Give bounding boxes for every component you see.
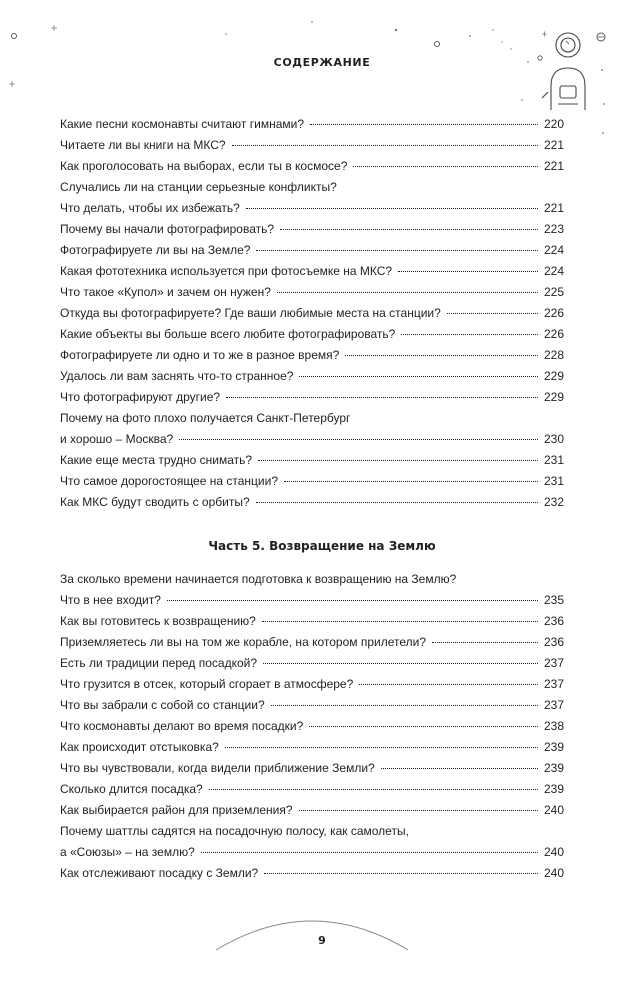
toc-entry-line — [60, 408, 564, 429]
dot-leader — [309, 726, 538, 727]
toc-page-number: 221 — [543, 201, 564, 215]
dot-leader — [263, 663, 538, 664]
dot-leader — [359, 684, 538, 685]
toc-entry — [60, 219, 564, 240]
toc-entry — [60, 450, 564, 471]
toc-entry-title: Что вы чувствовали, когда видели приближение Земли? — [60, 761, 375, 775]
toc-entry — [60, 324, 564, 345]
toc-entry-line — [60, 303, 564, 324]
toc-entry-line — [60, 800, 564, 821]
toc-page-number: 220 — [543, 117, 564, 131]
toc-entry-line — [60, 569, 564, 590]
toc-entry — [60, 177, 564, 219]
toc-entry-title: Как МКС будут сводить с орбиты? — [60, 495, 250, 509]
toc-entry-line — [60, 387, 564, 408]
dot-leader — [256, 250, 538, 251]
toc-entry-title: Как вы готовитесь к возвращению? — [60, 614, 256, 628]
toc-entry-title: Что грузится в отсек, который сгорает в атмосфере? — [60, 677, 354, 691]
toc-entry-line — [60, 345, 564, 366]
toc-entry-line — [60, 758, 564, 779]
dot-leader — [280, 229, 538, 230]
toc-entry-line — [60, 695, 564, 716]
toc-entry-line — [60, 611, 564, 632]
toc-page-number: 232 — [543, 495, 564, 509]
toc-entry-line — [60, 450, 564, 471]
toc-list — [60, 114, 564, 513]
toc-entry-title: Что делать, чтобы их избежать? — [60, 201, 240, 215]
dot-leader — [398, 271, 538, 272]
toc-entry — [60, 695, 564, 716]
toc-entry — [60, 135, 564, 156]
toc-entry — [60, 653, 564, 674]
dot-leader — [179, 439, 538, 440]
toc-entry — [60, 387, 564, 408]
toc-entry-line — [60, 492, 564, 513]
toc-entry-title: Что в нее входит? — [60, 593, 161, 607]
toc-page-number: 221 — [543, 138, 564, 152]
dot-leader — [299, 810, 538, 811]
toc-page-number: 239 — [543, 782, 564, 796]
toc-entry-title: Сколько длится посадка? — [60, 782, 203, 796]
toc-entry-title: Откуда вы фотографируете? Где ваши любимые места на станции? — [60, 306, 441, 320]
toc-entry-title: Фотографируете ли одно и то же в разное время? — [60, 348, 340, 362]
toc-entry-title: Читаете ли вы книги на МКС? — [60, 138, 226, 152]
section-heading: Часть 5. Возвращение на Землю — [208, 539, 436, 553]
toc-page-number: 236 — [543, 614, 564, 628]
toc-entry-line — [60, 219, 564, 240]
toc-page-number: 237 — [543, 677, 564, 691]
toc-entry-title: Приземляетесь ли вы на том же корабле, на котором прилетели? — [60, 635, 426, 649]
dot-leader — [262, 621, 538, 622]
toc-entry-title: Какие объекты вы больше всего любите фотографировать? — [60, 327, 396, 341]
toc-entry-title: Почему шаттлы садятся на посадочную полосу, как самолеты, — [60, 824, 409, 838]
toc-entry — [60, 471, 564, 492]
toc-entry — [60, 779, 564, 800]
toc-entry-line — [60, 821, 564, 842]
toc-list — [60, 569, 564, 884]
dot-leader — [258, 460, 538, 461]
toc-entry-line — [60, 177, 564, 198]
toc-entry-title: Какая фототехника используется при фотосъемке на МКС? — [60, 264, 393, 278]
toc-entry-title: Какие песни космонавты считают гимнами? — [60, 117, 304, 131]
toc-entry-line — [60, 471, 564, 492]
dot-leader — [209, 789, 538, 790]
toc-entry-title: Что космонавты делают во время посадки? — [60, 719, 304, 733]
toc-entry-line — [60, 324, 564, 345]
dot-leader — [167, 600, 538, 601]
toc-page-number: 239 — [543, 740, 564, 754]
dot-leader — [277, 292, 538, 293]
toc-entry-title: Как происходит отстыковка? — [60, 740, 219, 754]
toc-entry-line — [60, 198, 564, 219]
toc-entry-line — [60, 842, 564, 863]
dot-leader — [271, 705, 538, 706]
dot-leader — [246, 208, 538, 209]
dot-leader — [256, 502, 538, 503]
page-title: СОДЕРЖАНИЕ — [273, 56, 371, 69]
dot-leader — [447, 313, 538, 314]
toc-entry — [60, 569, 564, 611]
toc-page-number: 237 — [543, 656, 564, 670]
dot-leader — [345, 355, 538, 356]
toc-entry — [60, 674, 564, 695]
toc-entry — [60, 758, 564, 779]
toc-entry-line — [60, 674, 564, 695]
toc-entry — [60, 303, 564, 324]
toc-page-number: 239 — [543, 761, 564, 775]
toc-entry-title: Как отслеживают посадку с Земли? — [60, 866, 259, 880]
toc-entry-title: Случались ли на станции серьезные конфликты? — [60, 180, 337, 194]
toc-entry-title: Что вы забрали с собой со станции? — [60, 698, 265, 712]
dot-leader — [225, 747, 538, 748]
dot-leader — [284, 481, 538, 482]
toc-page-number: 240 — [543, 866, 564, 880]
toc-page-number: 226 — [543, 327, 564, 341]
toc-entry — [60, 821, 564, 863]
toc-entry — [60, 156, 564, 177]
toc-entry — [60, 345, 564, 366]
toc-page-number: 235 — [543, 593, 564, 607]
toc-entry-line — [60, 156, 564, 177]
toc-entry — [60, 408, 564, 450]
toc-page-number: 236 — [543, 635, 564, 649]
toc-entry-title: Как проголосовать на выборах, если ты в космосе? — [60, 159, 348, 173]
toc-entry — [60, 800, 564, 821]
toc-page-number: 225 — [543, 285, 564, 299]
dot-leader — [381, 768, 538, 769]
toc-entry — [60, 366, 564, 387]
toc-entry-title: и хорошо – Москва? — [60, 432, 174, 446]
dot-leader — [310, 124, 538, 125]
dot-leader — [232, 145, 538, 146]
toc-entry — [60, 632, 564, 653]
toc-entry-title: а «Союзы» – на землю? — [60, 845, 195, 859]
toc-entry-title: Почему вы начали фотографировать? — [60, 222, 275, 236]
toc-entry-line — [60, 240, 564, 261]
toc-page-number: 221 — [543, 159, 564, 173]
toc-page-number: 230 — [543, 432, 564, 446]
toc-page-number: 226 — [543, 306, 564, 320]
toc-page-number: 231 — [543, 453, 564, 467]
toc-entry-line — [60, 632, 564, 653]
toc-entry-title: Что фотографируют другие? — [60, 390, 221, 404]
toc-entry — [60, 611, 564, 632]
toc-entry-line — [60, 282, 564, 303]
toc-page-number: 229 — [543, 390, 564, 404]
toc-entry-title: Как выбирается район для приземления? — [60, 803, 293, 817]
toc-entry-line — [60, 737, 564, 758]
astronaut-icon — [542, 33, 585, 110]
toc-page-number: 228 — [543, 348, 564, 362]
toc-entry — [60, 282, 564, 303]
toc-entry-line — [60, 779, 564, 800]
toc-page-number: 223 — [543, 222, 564, 236]
dot-leader — [226, 397, 538, 398]
toc-entry — [60, 863, 564, 884]
toc-entry — [60, 261, 564, 282]
toc-page-number: 229 — [543, 369, 564, 383]
dot-leader — [264, 873, 538, 874]
toc-page-number: 224 — [543, 243, 564, 257]
toc-entry-title: Какие еще места трудно снимать? — [60, 453, 253, 467]
toc-page-number: 237 — [543, 698, 564, 712]
toc-page-number: 224 — [543, 264, 564, 278]
dot-leader — [201, 852, 538, 853]
toc-entry-line — [60, 863, 564, 884]
toc-entry-title: Есть ли традиции перед посадкой? — [60, 656, 258, 670]
toc-entry-line — [60, 429, 564, 450]
toc-entry-line — [60, 366, 564, 387]
toc-entry-title: Почему на фото плохо получается Санкт-Петербург — [60, 411, 351, 425]
toc-page-number: 238 — [543, 719, 564, 733]
toc-entry-title: Фотографируете ли вы на Земле? — [60, 243, 251, 257]
toc-entry-title: Что самое дорогостоящее на станции? — [60, 474, 278, 488]
toc-entry-line — [60, 135, 564, 156]
toc-entry-title: Удалось ли вам заснять что-то странное? — [60, 369, 294, 383]
toc-entry — [60, 716, 564, 737]
dot-leader — [401, 334, 538, 335]
toc-entry — [60, 114, 564, 135]
dot-leader — [432, 642, 538, 643]
toc-entry-line — [60, 716, 564, 737]
toc-entry-line — [60, 261, 564, 282]
toc-entry-line — [60, 653, 564, 674]
page-number: 9 — [318, 934, 326, 947]
toc-entry — [60, 492, 564, 513]
dot-leader — [353, 166, 538, 167]
toc-page-number: 240 — [543, 845, 564, 859]
toc-entry-line — [60, 590, 564, 611]
toc-entry-title: Что такое «Купол» и зачем он нужен? — [60, 285, 271, 299]
dot-leader — [299, 376, 538, 377]
toc-entry — [60, 240, 564, 261]
toc-entry-title: За сколько времени начинается подготовка к возвращению на Землю? — [60, 572, 457, 586]
toc-page-number: 231 — [543, 474, 564, 488]
toc-entry-line — [60, 114, 564, 135]
toc-page-number: 240 — [543, 803, 564, 817]
toc-entry — [60, 737, 564, 758]
